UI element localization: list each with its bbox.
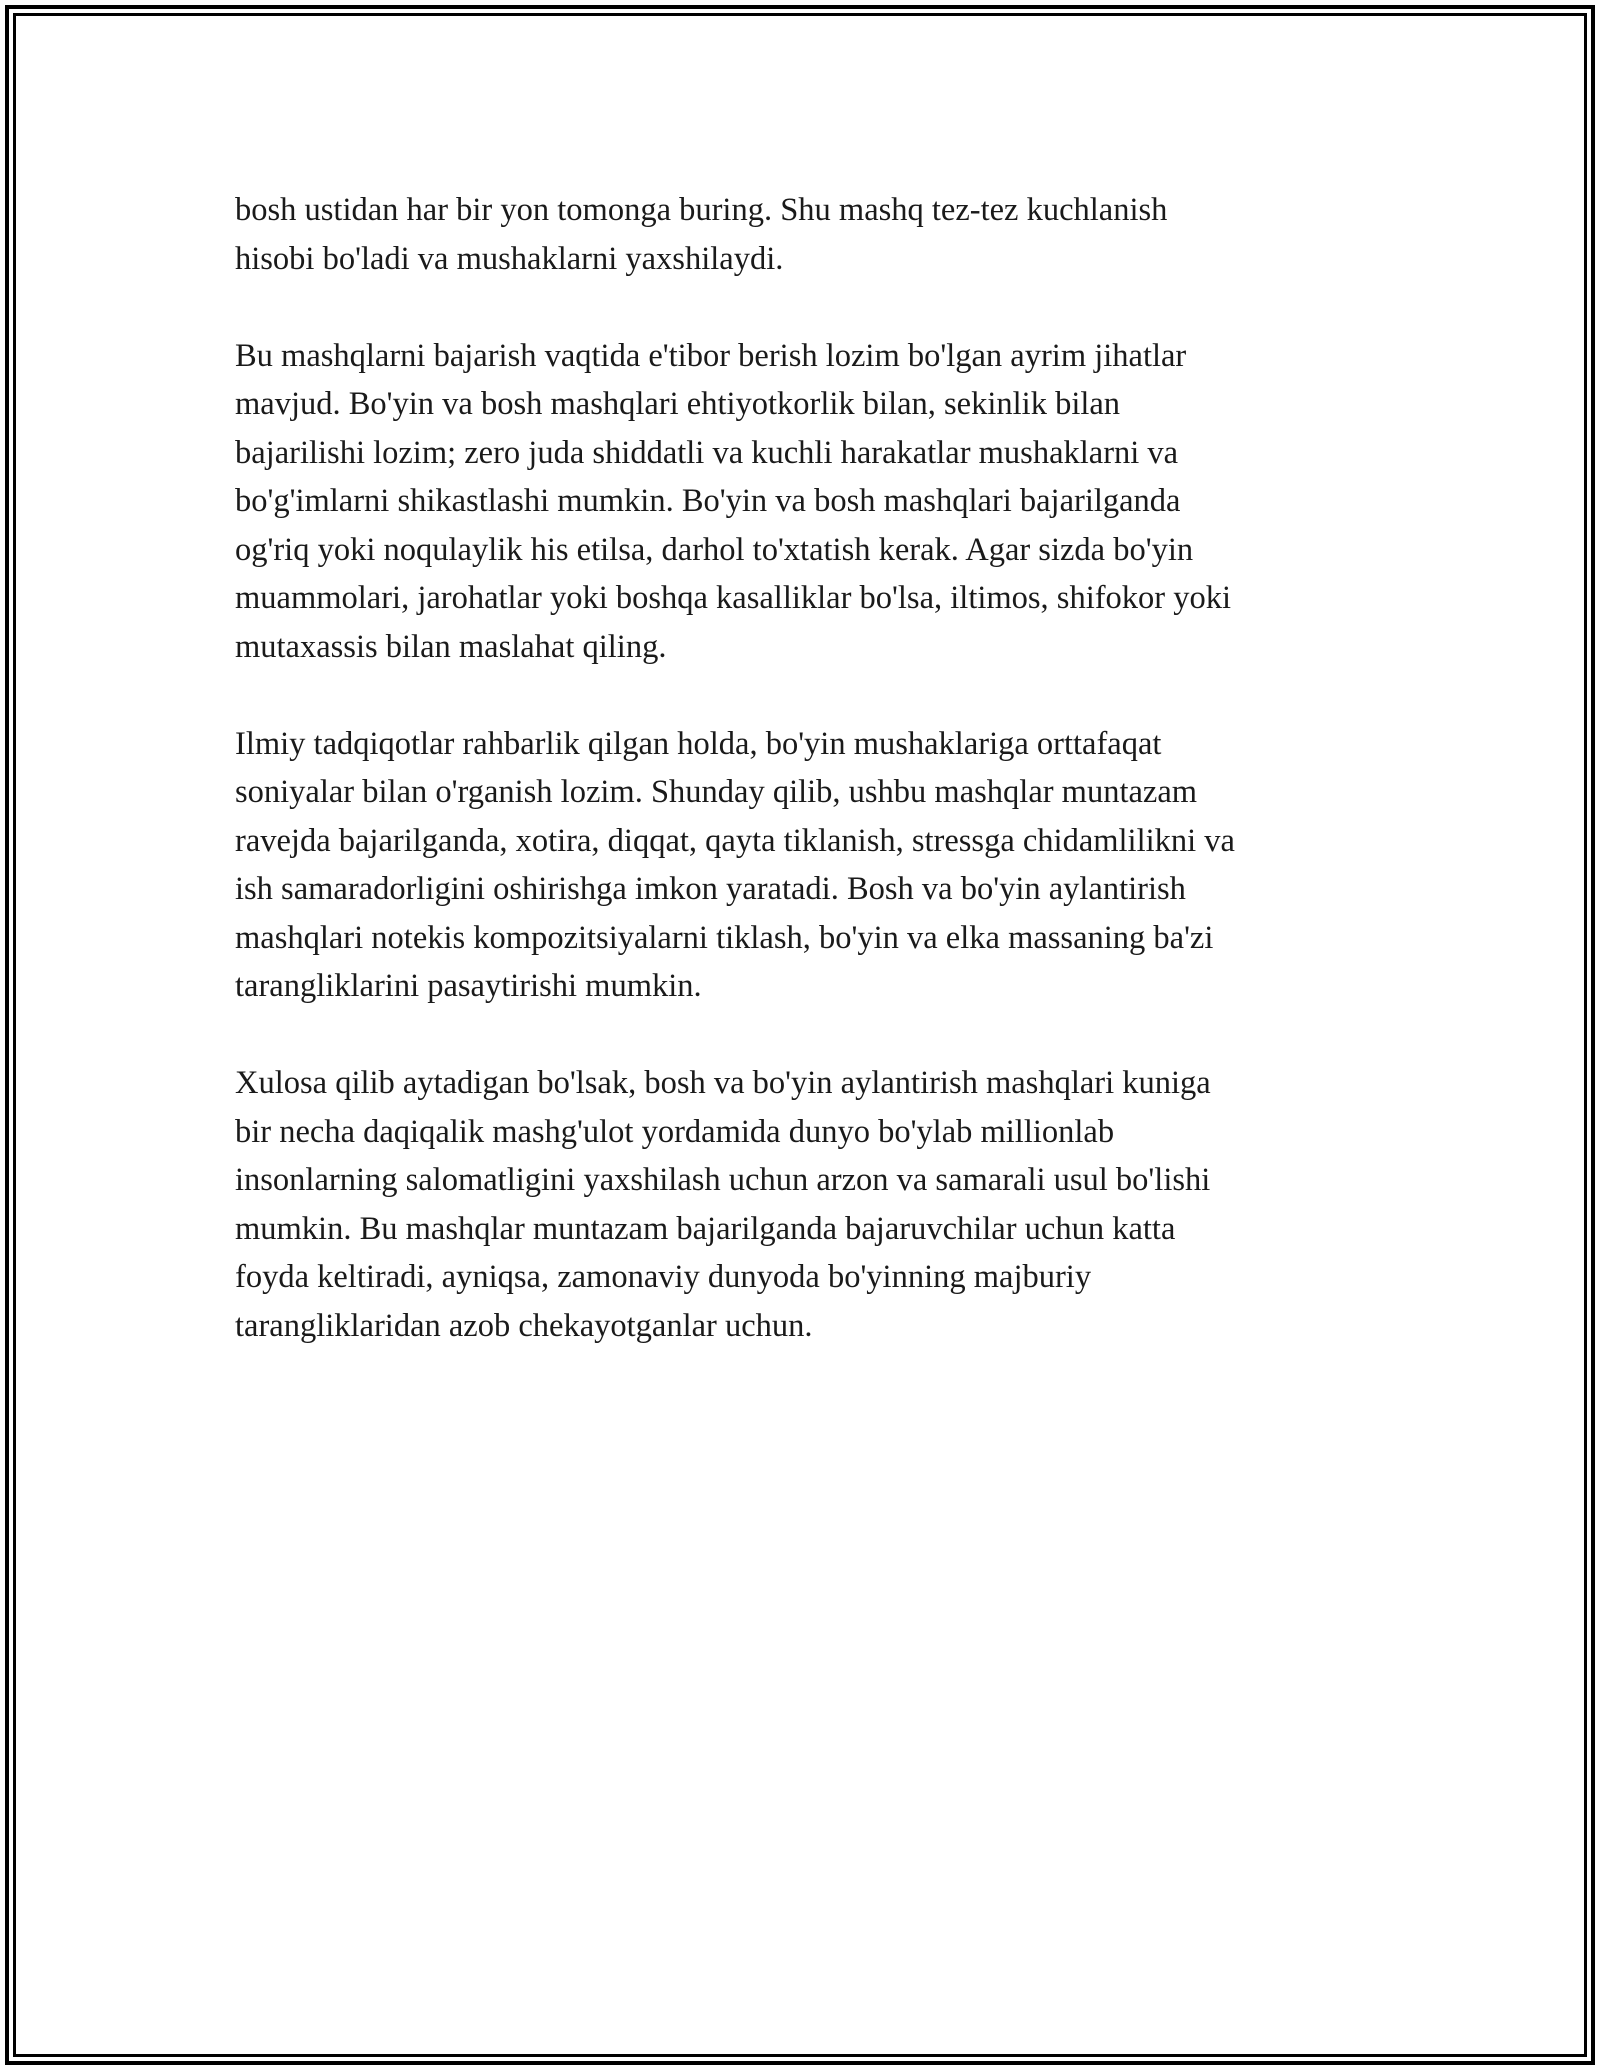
paragraph-2: Bu mashqlarni bajarish vaqtida e'tibor berish lozim bo'lgan ayrim jihatlar mavjud. Bo'yin va bosh mashqlari ehtiyotkorlik bilan, sekinlik bilan bajarilishi lozim; zero juda shiddatli va kuchli harakatlar mushaklarni va bo'g'imlarni shikastlashi mumkin. Bo'yin va bosh mashqlari bajarilganda og'riq yoki noqulaylik his etilsa, darhol to'xtatish kerak. Agar sizda bo'yin muammolari, jarohatlar yoki boshqa kasalliklar bo'lsa, iltimos, shifokor yoki mutaxassis bilan maslahat qiling. bbox=[235, 337, 1232, 665]
document-body bbox=[235, 186, 1375, 1399]
paragraph-4: Xulosa qilib aytadigan bo'lsak, bosh va bo'yin aylantirish mashqlari kuniga bir necha daqiqalik mashg'ulot yordamida dunyo bo'ylab millionlab insonlarning salomatligini yaxshilash uchun arzon va samarali usul bo'lishi mumkin. Bu mashqlar muntazam bajarilganda bajaruvchilar uchun katta foyda keltiradi, ayniqsa, zamonaviy dunyoda bo'yinning majburiy tarangliklaridan azob chekayotganlar uchun. bbox=[235, 1065, 1211, 1344]
paragraph-1: bosh ustidan har bir yon tomonga buring. Shu mashq tez-tez kuchlanish hisobi bo'ladi va mushaklarni yaxshilaydi. bbox=[235, 192, 1168, 277]
paragraph-3: Ilmiy tadqiqotlar rahbarlik qilgan holda, bo'yin mushaklariga orttafaqat soniyalar bilan o'rganish lozim. Shunday qilib, ushbu mashqlar muntazam ravejda bajarilganda, xotira, diqqat, qayta tiklanish, stressga chidamlilikni va ish samaradorligini oshirishga imkon yaratadi. Bosh va bo'yin aylantirish mashqlari notekis kompozitsiyalarni tiklash, bo'yin va elka massaning ba'zi tarangliklarini pasaytirishi mumkin. bbox=[235, 725, 1235, 1004]
